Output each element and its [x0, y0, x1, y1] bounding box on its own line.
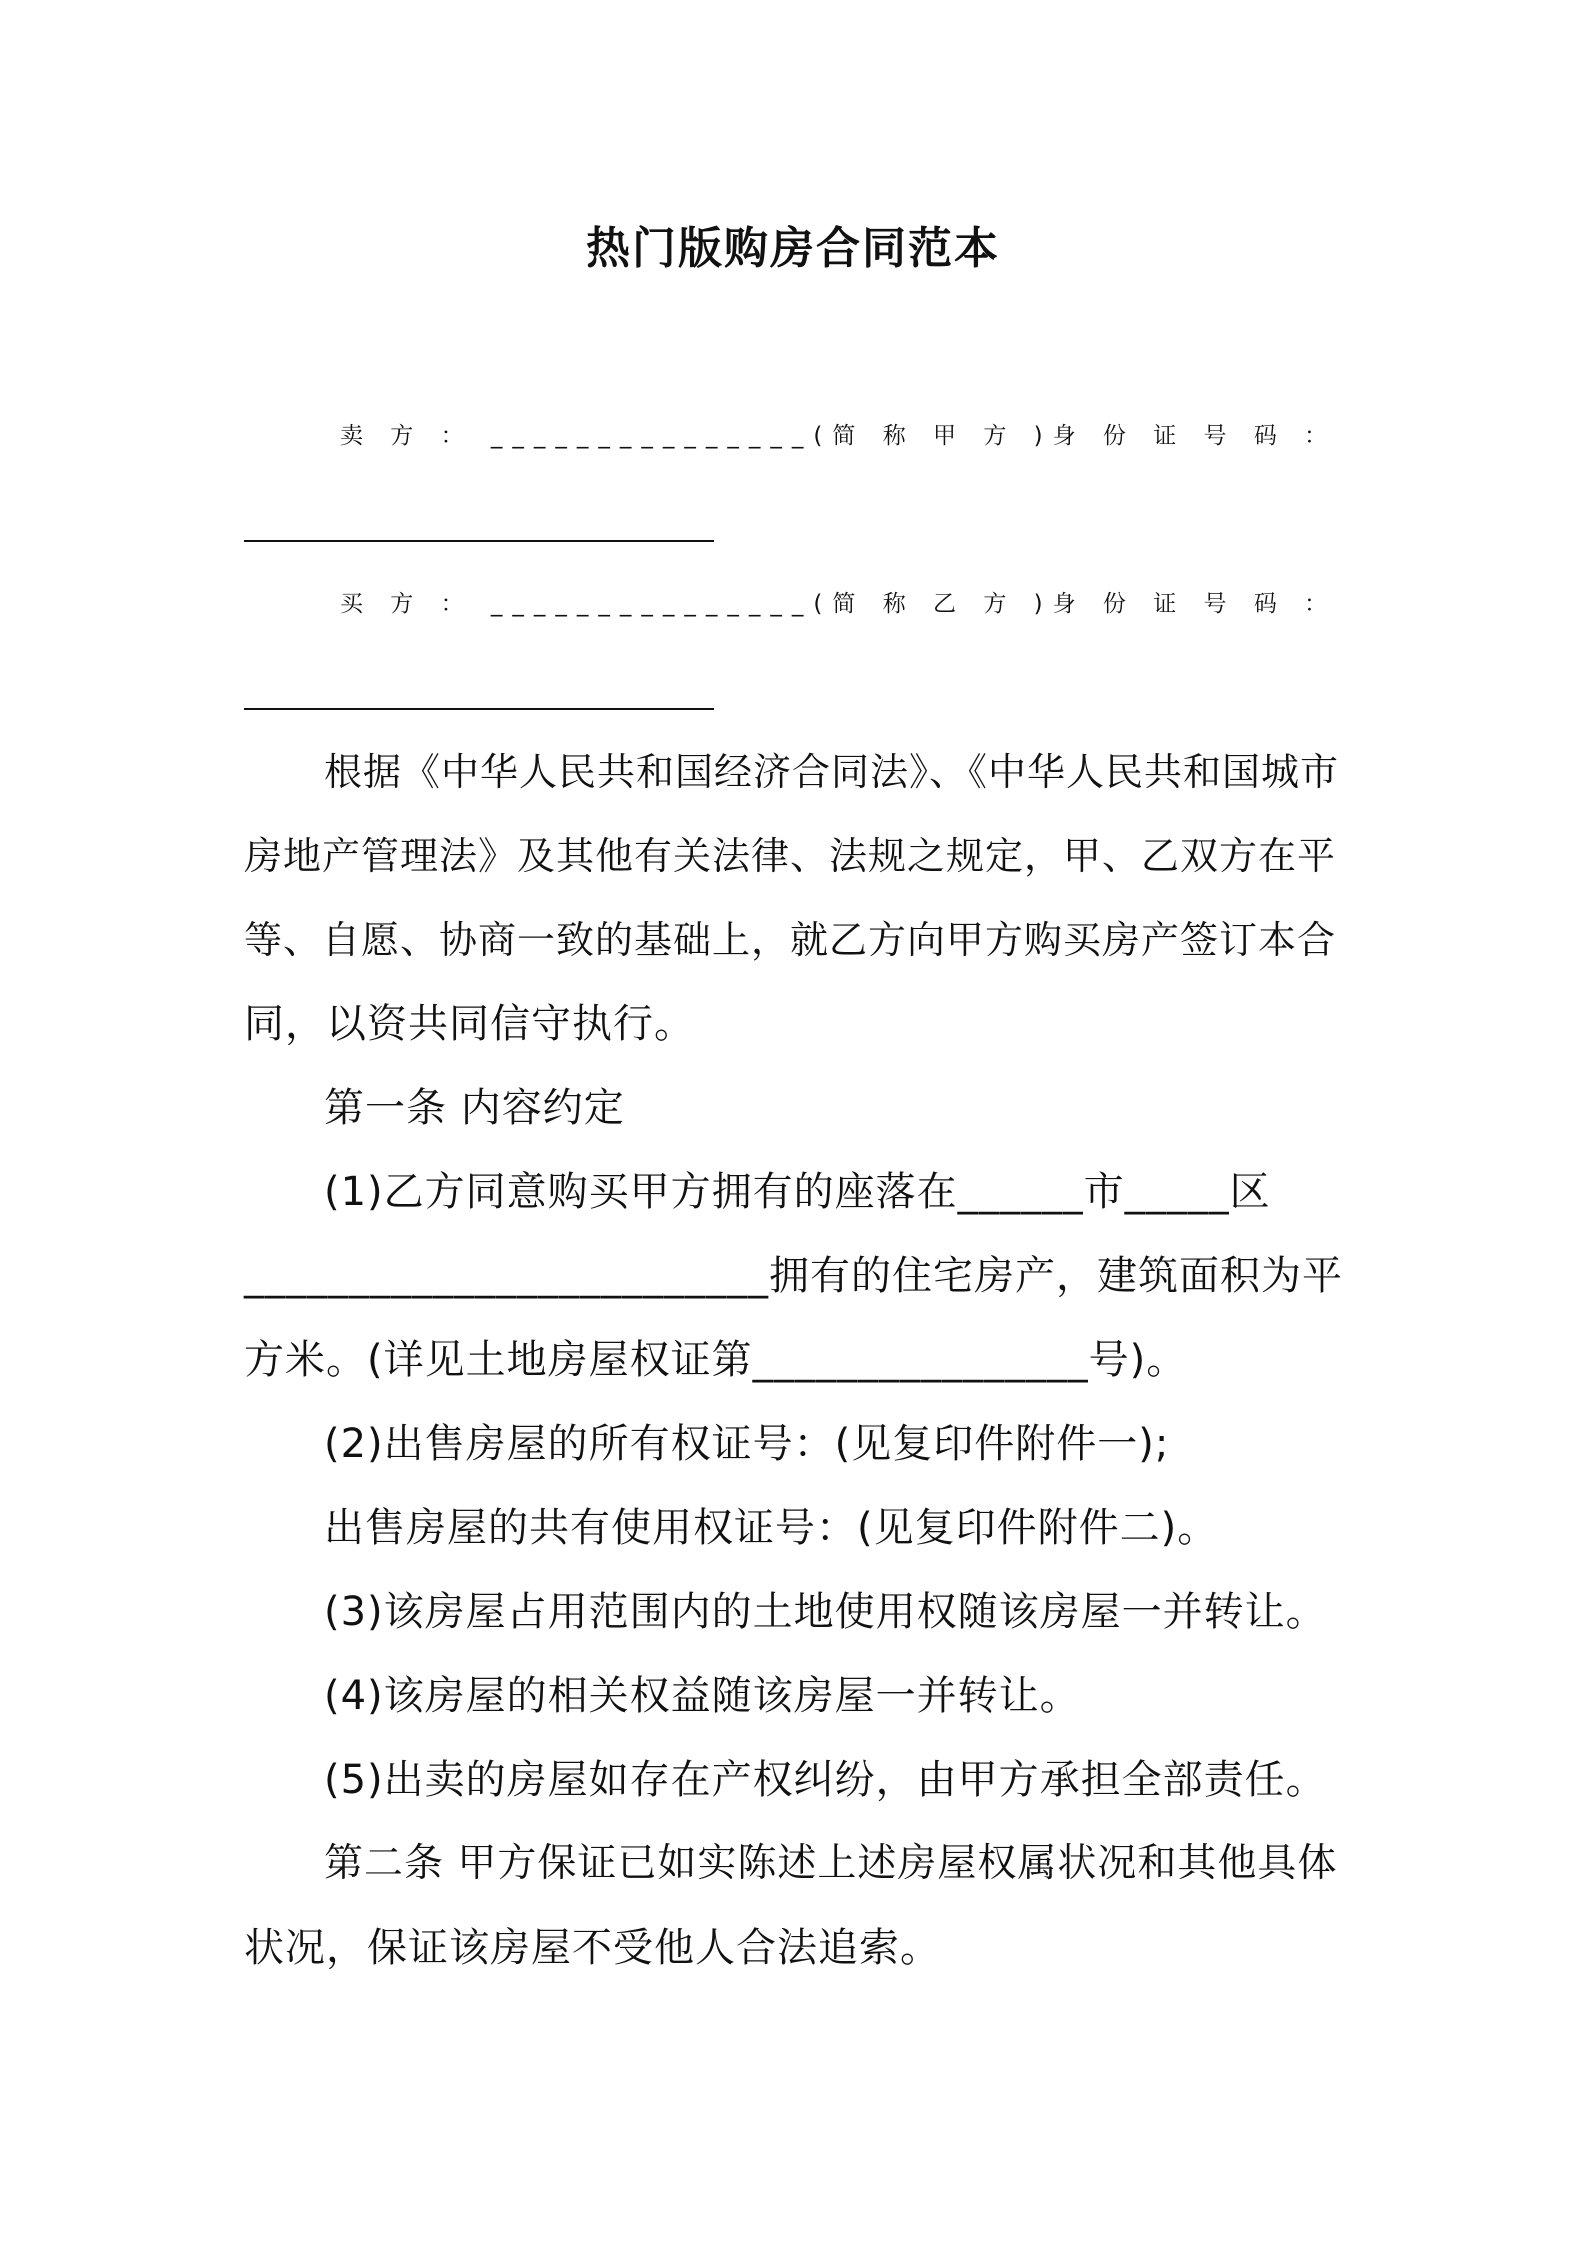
article1-item3: (3)该房屋占用范围内的土地使用权随该房屋一并转让。: [324, 1589, 1327, 1635]
seller-id-blank: [244, 540, 714, 542]
seller-line: 卖 方 ： _______________(简 称 甲 方 )身 份 证 号 码 ：: [340, 423, 1338, 449]
article1-item5: (5)出卖的房屋如存在产权纠纷，由甲方承担全部责任。: [324, 1757, 1327, 1803]
article1-item1-line-1: (1)乙方同意购买甲方拥有的座落在______市_____区: [324, 1169, 1271, 1215]
article1-item2b: 出售房屋的共有使用权证号：(见复印件附件二)。: [324, 1505, 1219, 1551]
article1-item1-line-2: _________________________拥有的住宅房产，建筑面积为平: [244, 1253, 1343, 1299]
document-title: 热门版购房合同范本: [586, 223, 1000, 274]
article1-item2: (2)出售房屋的所有权证号：(见复印件附件一);: [324, 1421, 1170, 1467]
article2-line-1: 第二条 甲方保证已如实陈述上述房屋权属状况和其他具体: [324, 1841, 1338, 1886]
article1-heading: 第一条 内容约定: [324, 1085, 625, 1131]
preamble-line-1: 根据《中华人民共和国经济合同法》、《中华人民共和国城市: [324, 750, 1340, 794]
buyer-line: 买 方 ： _______________(简 称 乙 方 )身 份 证 号 码 ：: [340, 591, 1338, 617]
article1-item1-line-3: 方米。(详见土地房屋权证第________________号)。: [244, 1337, 1188, 1383]
preamble-line-3: 等、自愿、协商一致的基础上，就乙方向甲方购买房产签订本合: [244, 918, 1337, 962]
article1-item4: (4)该房屋的相关权益随该房屋一并转让。: [324, 1673, 1081, 1719]
buyer-id-blank: [244, 708, 714, 710]
preamble-line-2: 房地产管理法》及其他有关法律、法规之规定，甲、乙双方在平: [244, 834, 1337, 878]
preamble-line-4: 同，以资共同信守执行。: [244, 1001, 695, 1047]
article2-line-2: 状况，保证该房屋不受他人合法追索。: [244, 1925, 941, 1971]
